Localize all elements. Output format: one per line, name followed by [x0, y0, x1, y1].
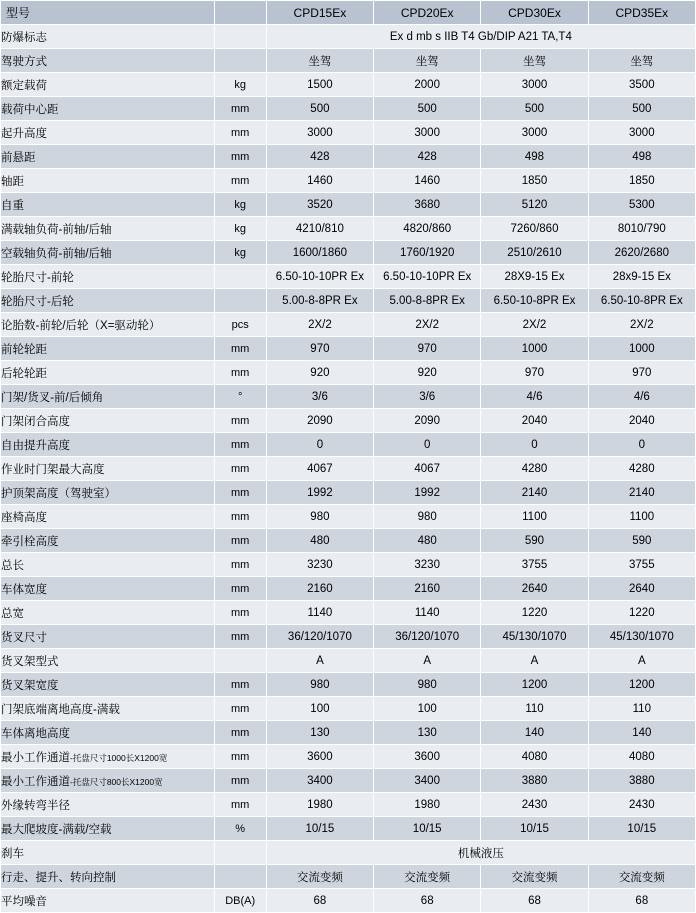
row-value-3: 7260/860 [481, 217, 588, 241]
row-label: 货叉架宽度 [1, 673, 215, 697]
row-value-1: 970 [266, 337, 373, 361]
row-label: 行走、提升、转向控制 [1, 865, 215, 889]
row-value-4: 3880 [588, 769, 695, 793]
row-value-2: A [374, 649, 481, 673]
row-label: 外缘转弯半径 [1, 793, 215, 817]
row-value-4: 28x9-15 Ex [588, 265, 695, 289]
row-value-4: 交流变频 [588, 865, 695, 889]
row-label: 货叉架型式 [1, 649, 215, 673]
row-value-2: 980 [374, 673, 481, 697]
row-unit: mm [214, 673, 266, 697]
row-value-3: 4080 [481, 745, 588, 769]
row-value-1: 2X/2 [266, 313, 373, 337]
row-value-4: 5300 [588, 193, 695, 217]
table-row [1, 169, 696, 193]
row-value-3: 500 [481, 97, 588, 121]
row-value-4: 2640 [588, 577, 695, 601]
row-unit: mm [214, 529, 266, 553]
row-value-2: 1980 [374, 793, 481, 817]
row-value-3: 1220 [481, 601, 588, 625]
table-row [1, 577, 696, 601]
table-row [1, 313, 696, 337]
row-label: 轴距 [1, 169, 215, 193]
row-value-4: 110 [588, 697, 695, 721]
row-label: 总宽 [1, 601, 215, 625]
row-label: 车体离地高度 [1, 721, 215, 745]
row-label [1, 745, 215, 769]
row-value-1: 3600 [266, 745, 373, 769]
row-value-2: 3230 [374, 553, 481, 577]
row-unit [214, 289, 266, 313]
row-unit: mm [214, 721, 266, 745]
row-value-1: 1500 [266, 73, 373, 97]
row-value-3: 5120 [481, 193, 588, 217]
row-value-2: 2000 [374, 73, 481, 97]
row-value-1: 428 [266, 145, 373, 169]
row-value-3: 3755 [481, 553, 588, 577]
row-label: 护顶架高度（驾驶室） [1, 481, 215, 505]
row-value-2: 10/15 [374, 817, 481, 841]
row-unit [214, 649, 266, 673]
row-value-4: 2430 [588, 793, 695, 817]
row-unit: mm [214, 505, 266, 529]
row-label: 门架/货叉-前/后倾角 [1, 385, 215, 409]
row-unit: mm [214, 409, 266, 433]
row-value-4: 3755 [588, 553, 695, 577]
row-value-1: 500 [266, 97, 373, 121]
table-row [1, 793, 696, 817]
row-value-1: 交流变频 [266, 865, 373, 889]
row-value-3: 0 [481, 433, 588, 457]
row-unit: mm [214, 697, 266, 721]
row-value-3: 交流变频 [481, 865, 588, 889]
row-value-3: 68 [481, 889, 588, 913]
table-row [1, 361, 696, 385]
table-row [1, 97, 696, 121]
row-value-3: 6.50-10-8PR Ex [481, 289, 588, 313]
row-value-3: 970 [481, 361, 588, 385]
table-row [1, 649, 696, 673]
row-value-4: 1850 [588, 169, 695, 193]
row-label: 门架闭合高度 [1, 409, 215, 433]
row-value-4: 140 [588, 721, 695, 745]
row-value-3: 590 [481, 529, 588, 553]
row-span-value: Ex d mb s IIB T4 Gb/DIP A21 TA,T4 [266, 25, 695, 49]
row-unit [214, 841, 266, 865]
table-row [1, 241, 696, 265]
row-unit: % [214, 817, 266, 841]
row-value-3: 3880 [481, 769, 588, 793]
row-unit: mm [214, 97, 266, 121]
row-label: 额定载荷 [1, 73, 215, 97]
row-value-2: 0 [374, 433, 481, 457]
table-row [1, 433, 696, 457]
row-value-1: 1992 [266, 481, 373, 505]
row-label: 载荷中心距 [1, 97, 215, 121]
row-unit [214, 49, 266, 73]
row-value-3: 2140 [481, 481, 588, 505]
row-unit: mm [214, 169, 266, 193]
row-value-2: 3400 [374, 769, 481, 793]
row-value-3: 2640 [481, 577, 588, 601]
table-row [1, 265, 696, 289]
row-value-3: 坐驾 [481, 49, 588, 73]
row-value-2: 428 [374, 145, 481, 169]
table-row [1, 817, 696, 841]
row-value-1: 2160 [266, 577, 373, 601]
row-value-4: 2X/2 [588, 313, 695, 337]
row-value-2: 3000 [374, 121, 481, 145]
row-value-1: 130 [266, 721, 373, 745]
row-value-1: 480 [266, 529, 373, 553]
row-value-4: 3500 [588, 73, 695, 97]
row-label-note: -托盘尺寸800长X1200宽 [70, 776, 163, 787]
row-value-3: 3000 [481, 121, 588, 145]
row-label-note: -托盘尺寸1000长X1200宽 [70, 752, 168, 763]
row-value-4: 6.50-10-8PR Ex [588, 289, 695, 313]
row-value-4: 2040 [588, 409, 695, 433]
row-value-1: 5.00-8-8PR Ex [266, 289, 373, 313]
row-value-1: 1460 [266, 169, 373, 193]
row-label: 轮胎尺寸-前轮 [1, 265, 215, 289]
table-header-row [1, 1, 696, 25]
row-value-3: 4280 [481, 457, 588, 481]
row-value-1: 68 [266, 889, 373, 913]
row-value-2: 480 [374, 529, 481, 553]
row-label: 车体宽度 [1, 577, 215, 601]
row-value-2: 970 [374, 337, 481, 361]
row-value-4: 1200 [588, 673, 695, 697]
row-label: 轮胎尺寸-后轮 [1, 289, 215, 313]
row-value-4: 498 [588, 145, 695, 169]
table-body [1, 1, 696, 913]
row-value-2: 5.00-8-8PR Ex [374, 289, 481, 313]
row-value-3: 28X9-15 Ex [481, 265, 588, 289]
row-value-1: 100 [266, 697, 373, 721]
row-unit: mm [214, 361, 266, 385]
row-unit: mm [214, 601, 266, 625]
row-unit [214, 25, 266, 49]
row-unit: kg [214, 193, 266, 217]
table-row [1, 841, 696, 865]
row-value-4: 68 [588, 889, 695, 913]
row-value-2: 1760/1920 [374, 241, 481, 265]
row-label: 前悬距 [1, 145, 215, 169]
row-unit: mm [214, 145, 266, 169]
row-value-4: 2620/2680 [588, 241, 695, 265]
table-row [1, 73, 696, 97]
row-value-1: 0 [266, 433, 373, 457]
row-value-2: 2090 [374, 409, 481, 433]
row-value-3: 1000 [481, 337, 588, 361]
table-row [1, 49, 696, 73]
row-value-2: 1460 [374, 169, 481, 193]
table-row [1, 601, 696, 625]
row-label-main: 最小工作通道 [1, 751, 70, 764]
row-value-1: 4067 [266, 457, 373, 481]
table-row [1, 289, 696, 313]
row-unit: mm [214, 121, 266, 145]
row-value-4: 590 [588, 529, 695, 553]
table-row [1, 457, 696, 481]
row-label: 论胎数-前轮/后轮（X=驱动轮） [1, 313, 215, 337]
row-label [1, 769, 215, 793]
row-label: 作业时门架最大高度 [1, 457, 215, 481]
row-value-4: A [588, 649, 695, 673]
row-value-2: 36/120/1070 [374, 625, 481, 649]
row-label: 满载轴负荷-前轴/后轴 [1, 217, 215, 241]
row-value-3: 1100 [481, 505, 588, 529]
table-row [1, 721, 696, 745]
row-label: 后轮轮距 [1, 361, 215, 385]
table-row [1, 889, 696, 913]
row-value-1: 980 [266, 673, 373, 697]
row-unit: mm [214, 769, 266, 793]
row-label: 自重 [1, 193, 215, 217]
table-row [1, 769, 696, 793]
row-value-2: 4067 [374, 457, 481, 481]
table-row [1, 121, 696, 145]
table-row [1, 145, 696, 169]
row-value-4: 4/6 [588, 385, 695, 409]
row-value-3: 45/130/1070 [481, 625, 588, 649]
header-unit [214, 1, 266, 25]
row-unit: kg [214, 73, 266, 97]
row-value-3: 3000 [481, 73, 588, 97]
row-unit [214, 865, 266, 889]
row-value-3: 2430 [481, 793, 588, 817]
row-unit: mm [214, 433, 266, 457]
row-value-2: 1992 [374, 481, 481, 505]
row-value-1: 6.50-10-10PR Ex [266, 265, 373, 289]
table-row [1, 337, 696, 361]
row-label: 座椅高度 [1, 505, 215, 529]
row-unit: kg [214, 241, 266, 265]
table-row [1, 385, 696, 409]
row-value-4: 10/15 [588, 817, 695, 841]
table-row [1, 697, 696, 721]
table-row [1, 25, 696, 49]
row-value-4: 3000 [588, 121, 695, 145]
row-value-3: 498 [481, 145, 588, 169]
row-label: 牵引栓高度 [1, 529, 215, 553]
table-row [1, 409, 696, 433]
row-unit: ° [214, 385, 266, 409]
row-value-1: 920 [266, 361, 373, 385]
row-value-1: 36/120/1070 [266, 625, 373, 649]
row-value-4: 1220 [588, 601, 695, 625]
row-value-2: 3/6 [374, 385, 481, 409]
table-row [1, 217, 696, 241]
row-unit: mm [214, 337, 266, 361]
row-value-3: 4/6 [481, 385, 588, 409]
row-value-1: 1600/1860 [266, 241, 373, 265]
row-value-1: 3000 [266, 121, 373, 145]
row-label: 自由提升高度 [1, 433, 215, 457]
row-value-2: 2X/2 [374, 313, 481, 337]
row-unit: DB(A) [214, 889, 266, 913]
row-value-4: 1100 [588, 505, 695, 529]
row-value-4: 1000 [588, 337, 695, 361]
row-value-2: 坐驾 [374, 49, 481, 73]
row-value-1: 1140 [266, 601, 373, 625]
row-label: 空载轴负荷-前轴/后轴 [1, 241, 215, 265]
header-label: 型号 [1, 1, 215, 25]
row-value-1: 3400 [266, 769, 373, 793]
row-value-3: 2X/2 [481, 313, 588, 337]
row-value-4: 500 [588, 97, 695, 121]
row-value-2: 4820/860 [374, 217, 481, 241]
row-value-4: 4080 [588, 745, 695, 769]
row-value-1: A [266, 649, 373, 673]
row-unit [214, 265, 266, 289]
row-label: 驾驶方式 [1, 49, 215, 73]
table-row [1, 505, 696, 529]
table-row [1, 193, 696, 217]
row-value-2: 1140 [374, 601, 481, 625]
row-value-1: 980 [266, 505, 373, 529]
row-value-4: 45/130/1070 [588, 625, 695, 649]
row-value-1: 3/6 [266, 385, 373, 409]
row-label: 门架底端离地高度-满载 [1, 697, 215, 721]
table-row [1, 745, 696, 769]
table-row [1, 529, 696, 553]
row-value-2: 920 [374, 361, 481, 385]
row-unit: mm [214, 481, 266, 505]
row-value-2: 980 [374, 505, 481, 529]
header-model-3: CPD30Ex [481, 1, 588, 25]
row-value-1: 坐驾 [266, 49, 373, 73]
row-value-4: 8010/790 [588, 217, 695, 241]
row-value-3: 2040 [481, 409, 588, 433]
row-value-4: 970 [588, 361, 695, 385]
row-value-1: 4210/810 [266, 217, 373, 241]
header-model-4: CPD35Ex [588, 1, 695, 25]
table-row [1, 481, 696, 505]
row-label: 前轮轮距 [1, 337, 215, 361]
row-value-3: 2510/2610 [481, 241, 588, 265]
row-value-2: 100 [374, 697, 481, 721]
row-value-4: 0 [588, 433, 695, 457]
row-value-3: 110 [481, 697, 588, 721]
row-value-3: A [481, 649, 588, 673]
row-unit: mm [214, 625, 266, 649]
row-value-2: 2160 [374, 577, 481, 601]
row-unit: mm [214, 745, 266, 769]
table-row [1, 673, 696, 697]
row-value-3: 1200 [481, 673, 588, 697]
table-row [1, 865, 696, 889]
row-value-2: 3680 [374, 193, 481, 217]
header-model-2: CPD20Ex [374, 1, 481, 25]
row-value-3: 140 [481, 721, 588, 745]
row-value-2: 交流变频 [374, 865, 481, 889]
row-value-2: 3600 [374, 745, 481, 769]
row-value-2: 130 [374, 721, 481, 745]
row-label: 防爆标志 [1, 25, 215, 49]
table-row [1, 625, 696, 649]
row-label: 刹车 [1, 841, 215, 865]
row-label: 总长 [1, 553, 215, 577]
table-row [1, 553, 696, 577]
row-value-3: 10/15 [481, 817, 588, 841]
row-label: 起升高度 [1, 121, 215, 145]
row-label-main: 最小工作通道 [1, 775, 70, 788]
row-unit: pcs [214, 313, 266, 337]
row-value-4: 2140 [588, 481, 695, 505]
row-value-2: 500 [374, 97, 481, 121]
header-model-1: CPD15Ex [266, 1, 373, 25]
row-value-1: 1980 [266, 793, 373, 817]
row-label: 最大爬坡度-满载/空载 [1, 817, 215, 841]
row-unit: kg [214, 217, 266, 241]
row-value-2: 68 [374, 889, 481, 913]
row-value-1: 3520 [266, 193, 373, 217]
row-value-4: 4280 [588, 457, 695, 481]
row-unit: mm [214, 553, 266, 577]
row-unit: mm [214, 457, 266, 481]
row-value-1: 10/15 [266, 817, 373, 841]
row-value-2: 6.50-10-10PR Ex [374, 265, 481, 289]
row-label: 平均噪音 [1, 889, 215, 913]
row-unit: mm [214, 793, 266, 817]
row-value-1: 2090 [266, 409, 373, 433]
row-value-3: 1850 [481, 169, 588, 193]
row-span-value: 机械液压 [266, 841, 695, 865]
row-label: 货叉尺寸 [1, 625, 215, 649]
row-unit: mm [214, 577, 266, 601]
row-value-1: 3230 [266, 553, 373, 577]
row-value-4: 坐驾 [588, 49, 695, 73]
